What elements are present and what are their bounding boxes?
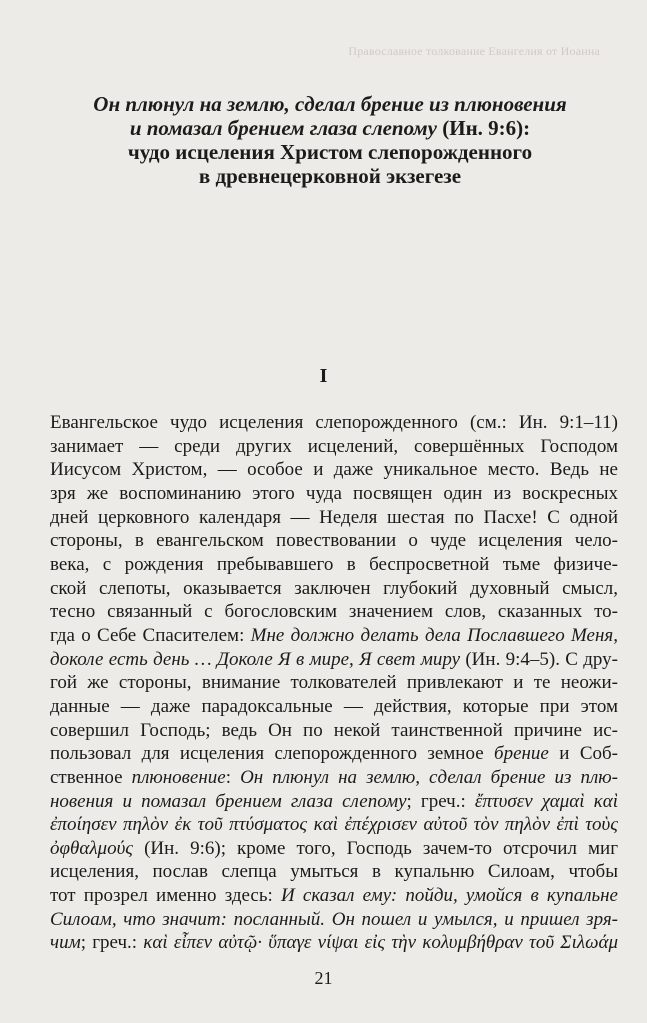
text-line: гда о Себе Спасителем: Мне должно делать дела Пославшего Меня, <box>50 624 618 646</box>
text-line: пользовал для исцеления слепорожденного земное брение и Соб- <box>50 743 618 765</box>
text-line: зря же воспоминанию этого чуда посвящен один из воскресных <box>50 482 618 504</box>
text-line: ской слепоты, оказывается заключен глубокий духовный смысл, <box>50 577 618 599</box>
text-line: Евангельское чудо исцеления слепорожденного (см.: Ин. 9:1–11) <box>50 412 618 433</box>
title-line-1: Он плюнул на землю, сделал брение из плюновения <box>93 92 567 116</box>
text-line: совершил Господь; ведь Он по некой таинственной причине ис- <box>50 719 618 741</box>
text-line: Иисусом Христом, — особое и даже уникальное место. Ведь не <box>50 459 618 481</box>
page-number: 21 <box>314 968 333 988</box>
text-line: занимает — среди других исцелений, совершённых Господом <box>50 435 618 457</box>
text-line: доколе есть день … Доколе Я в мире, Я свет миру (Ин. 9:4–5). С дру- <box>50 648 618 670</box>
title-citation: (Ин. 9:6): <box>437 116 531 140</box>
text-line: гой же стороны, внимание толкователей привлекают и те неожи- <box>50 672 618 694</box>
text-line: века, с рождения пребывавшего в беспросветной тьме физиче- <box>50 553 618 575</box>
text-line: Силоам, что значит: посланный. Он пошел и умылся, и пришел зря- <box>50 908 618 930</box>
chapter-title <box>70 92 590 188</box>
text-line: тесно связанный с богословским значением слов, сказанных то- <box>50 601 618 623</box>
text-line: чим; греч.: καὶ εἶπεν αὐτῷ· ὕπαγε νίψαι εἰς τὴν κολυμβήθραν τοῦ Σιλωάμ <box>50 932 618 954</box>
text-line: новения и помазал брением глаза слепому; греч.: ἔπτυσεν χαμαὶ καὶ <box>50 790 618 812</box>
text-line: стороны, в евангельском повествовании о чуде исцеления чело- <box>50 530 618 552</box>
text-line: дней церковного календаря — Неделя шестая по Пасхе! С одной <box>50 506 618 528</box>
running-header: Православное толкование Евангелия от Иоанна <box>348 44 600 58</box>
title-line-4: в древнецерковной экзегезе <box>198 164 462 188</box>
text-line: ὀφθαλμούς (Ин. 9:6); кроме того, Господь зачем-то отсрочил миг <box>50 837 618 859</box>
body-text <box>50 411 618 955</box>
text-line: ἐποίησεν πηλὸν ἐκ τοῦ πτύσματος καὶ ἐπέχρισεν αὐτοῦ τὸν πηλὸν ἐπὶ τοὺς <box>50 814 618 836</box>
title-line-3: чудо исцеления Христом слепорожденного <box>127 140 533 164</box>
section-numeral: I <box>319 365 328 387</box>
text-line: ственное плюновение: Он плюнул на землю, сделал брение из плю- <box>50 766 619 788</box>
text-line: исцеления, послав слепца умыться в купальню Силоам, чтобы <box>50 861 618 883</box>
title-line-2: и помазал брением глаза слепому <box>129 116 437 140</box>
text-line: данные — даже парадоксальные — действия, которые при этом <box>50 695 618 717</box>
text-line: тот прозрел именно здесь: И сказал ему: пойди, умойся в купальне <box>50 885 618 907</box>
